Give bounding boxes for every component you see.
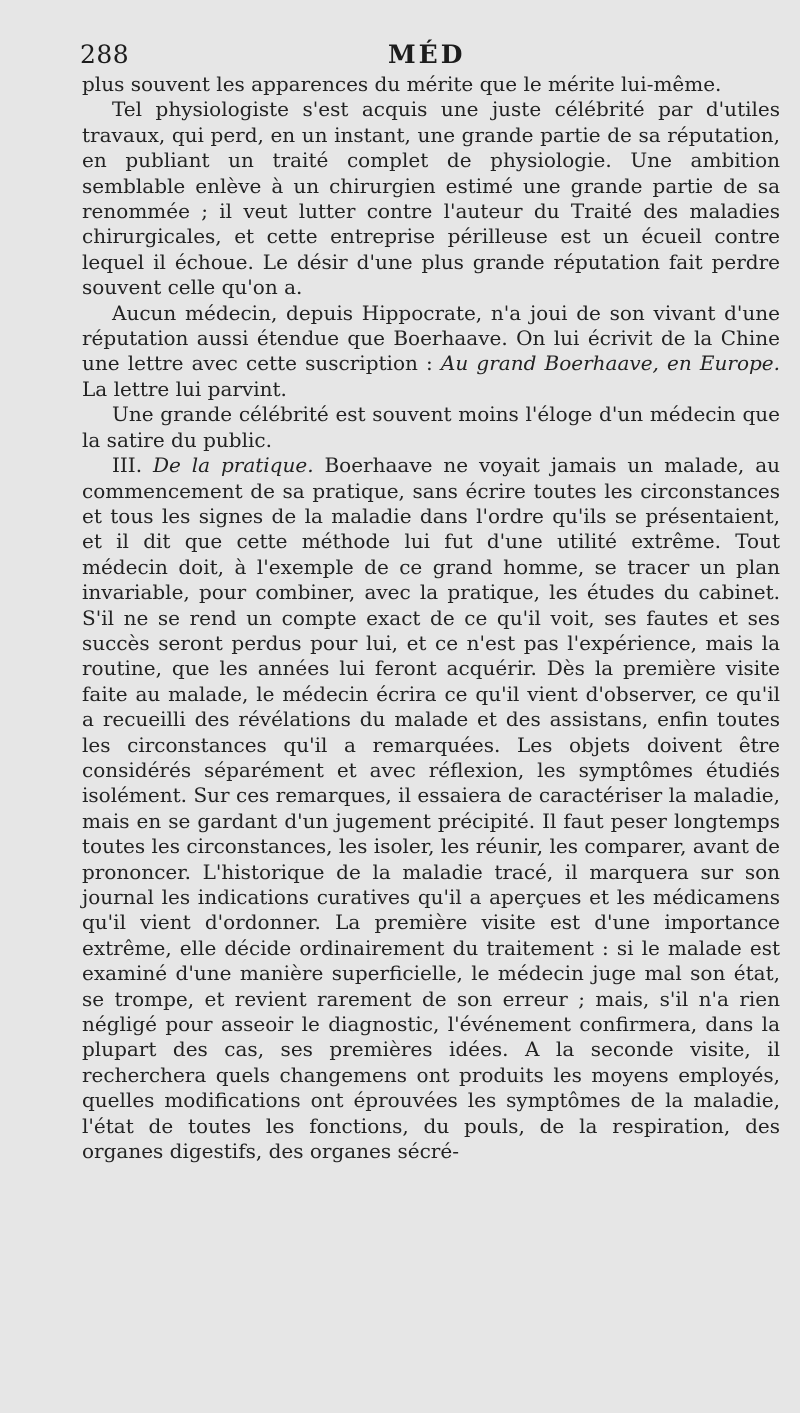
section-title: De la pratique. [152,453,314,478]
section-number: III. [112,453,153,478]
paragraph-boerhaave-reputation: Aucun médecin, depuis Hippocrate, n'a joui de son vivant d'une réputation aussi étendue que Boerhaave. On lui écrivit de la Chine une lettre avec cette suscription : Au grand Boerhaave, en Europe. La lettre lui parvint. [82,300,780,401]
paragraph-celebrite: Une grande célébrité est souvent moins l'éloge d'un médecin que la satire du public. [82,402,780,452]
page-header [80,40,780,70]
paragraph-continuation: plus souvent les apparences du mérite que le mérite lui-même. [82,72,722,96]
paragraph-de-la-pratique: III. De la pratique. Boerhaave ne voyait jamais un malade, au commencement de sa pratique, sans écrire toutes les circonstances et tous les signes de la maladie dans l'ordre qu'ils se présentaient, et il dit que cette méthode lui fut d'une utilité extrême. Tout médecin doit, à l'exemple de ce grand homme, se tracer un plan invariable, pour combiner, avec la pratique, les études du cabinet. S'il ne se rend un compte exact de ce qu'il voit, ses fautes et ses succès seront perdus pour lui, et ce n'est pas l'expérience, mais la routine, que les années lui feront acquérir. Dès la première visite faite au malade, le médecin écrira ce qu'il vient d'observer, ce qu'il a recueilli des révélations du malade et des assistans, enfin toutes les circonstances qu'il a remarquées. Les objets doivent être considérés séparément et avec réflexion, les symptômes étudiés isolément. Sur ces remarques, il essaiera de caractériser la maladie, mais en se gardant d'un jugement précipité. Il faut peser longtemps toutes les circonstances, les isoler, les réunir, les comparer, avant de prononcer. L'historique de la maladie tracé, il marquera sur son journal les indications curatives qu'il a aperçues et les médicamens qu'il vient d'ordonner. La première visite est d'une importance extrême, elle décide ordinairement du traitement : si le malade est examiné d'une manière superficielle, le médecin juge mal son état, se trompe, et revient rarement de son erreur ; mais, s'il n'a rien négligé pour asseoir le diagnostic, l'événement confirmera, dans la plupart des cas, ses premières idées. A la seconde visite, il recherchera quels changemens ont produits les moyens employés, quelles modifications ont éprouvées les symptômes de la maladie, l'état de toutes les fonctions, du pouls, de la respiration, des organes digestifs, des organes sécré- [82,453,780,1164]
running-head: MÉD [388,40,466,69]
page-number: 288 [80,40,130,69]
body-text [82,72,780,1164]
italic-suscription: Au grand Boerhaave, en Europe. [440,351,780,376]
paragraph-physiologiste: Tel physiologiste s'est acquis une juste célébrité par d'utiles travaux, qui perd, en un instant, une grande partie de sa réputation, en publiant un traité complet de physiologie. Une ambition semblable enlève à un chirurgien estimé une grande partie de sa renommée ; il veut lutter contre l'auteur du Traité des maladies chirurgicales, et cette entreprise périlleuse est un écueil contre lequel il échoue. Le désir d'une plus grande réputation fait perdre souvent celle qu'on a. [82,97,780,300]
